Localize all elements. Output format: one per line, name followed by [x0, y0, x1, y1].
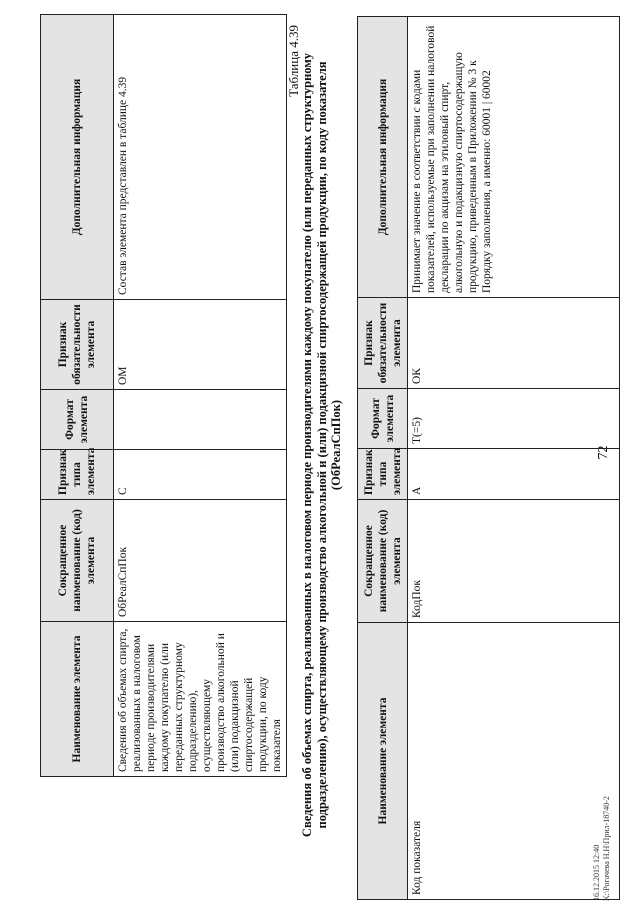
table-1	[40, 14, 287, 777]
header-element-required: Признак обязательности элемента	[41, 300, 114, 390]
cell-type: С	[114, 450, 287, 500]
table-1-header-row	[41, 15, 114, 777]
header-element-required: Признак обязательности элемента	[358, 298, 408, 389]
page-number: 72	[596, 445, 611, 460]
footer-path: K:\Рогачева Н.Н\Прил-18740-2	[602, 796, 611, 901]
cell-required: ОК	[408, 298, 620, 389]
header-element-name: Наименование элемента	[41, 622, 114, 777]
cell-format: T(=5)	[408, 389, 620, 449]
cell-required: ОМ	[114, 300, 287, 390]
table-4-39	[357, 16, 620, 900]
cell-name: Код показателя	[408, 623, 620, 900]
cell-type: А	[408, 449, 620, 500]
header-element-format: Формат элемента	[358, 389, 408, 449]
header-additional-info: Дополнительная информация	[358, 17, 408, 298]
cell-info: Принимает значение в соответствии с кодами показателей, используемые при заполнении налоговой декларации по акцизам на этиловый спирт, алкогольную и подакцизную спиртосодержащую продукцию, приведенным в Приложении № 3 к Порядку заполнения, а именно: 60001 | 60002	[408, 17, 620, 298]
table-row	[408, 17, 620, 900]
header-element-type: Признак типа элемента	[41, 450, 114, 500]
table-title: Сведения об объемах спирта, реализованных в налоговом периоде производителями каждому покупателю (или переданных структурному подразделению), осуществляющему производство алкогольной и (или) подакцизной спиртосодержащей продукции, по коду показателя (ОбРеалСпПок)	[300, 52, 343, 838]
cell-format	[114, 390, 287, 450]
cell-code: КодПок	[408, 500, 620, 623]
table-label: Таблица 4.39	[286, 25, 301, 97]
table-row	[114, 15, 287, 777]
cell-info: Состав элемента представлен в таблице 4.39	[114, 15, 287, 300]
cell-name: Сведения об объемах спирта, реализованных в налоговом периоде производителями каждому покупателю (или переданных структурному подразделению), осуществляющему производство алкогольной и (или) подакцизной спиртосодержащей продукции, по коду показателя	[114, 622, 287, 777]
header-element-code: Сокращенное наименование (код) элемента	[358, 500, 408, 623]
header-element-format: Формат элемента	[41, 390, 114, 450]
footer-date: 16.12.2015 12:40	[592, 844, 601, 901]
header-additional-info: Дополнительная информация	[41, 15, 114, 300]
table-2-header-row	[358, 17, 408, 900]
header-element-type: Признак типа элемента	[358, 449, 408, 500]
header-element-name: Наименование элемента	[358, 623, 408, 900]
header-element-code: Сокращенное наименование (код) элемента	[41, 500, 114, 622]
cell-code: ОбРеалСпПок	[114, 500, 287, 622]
